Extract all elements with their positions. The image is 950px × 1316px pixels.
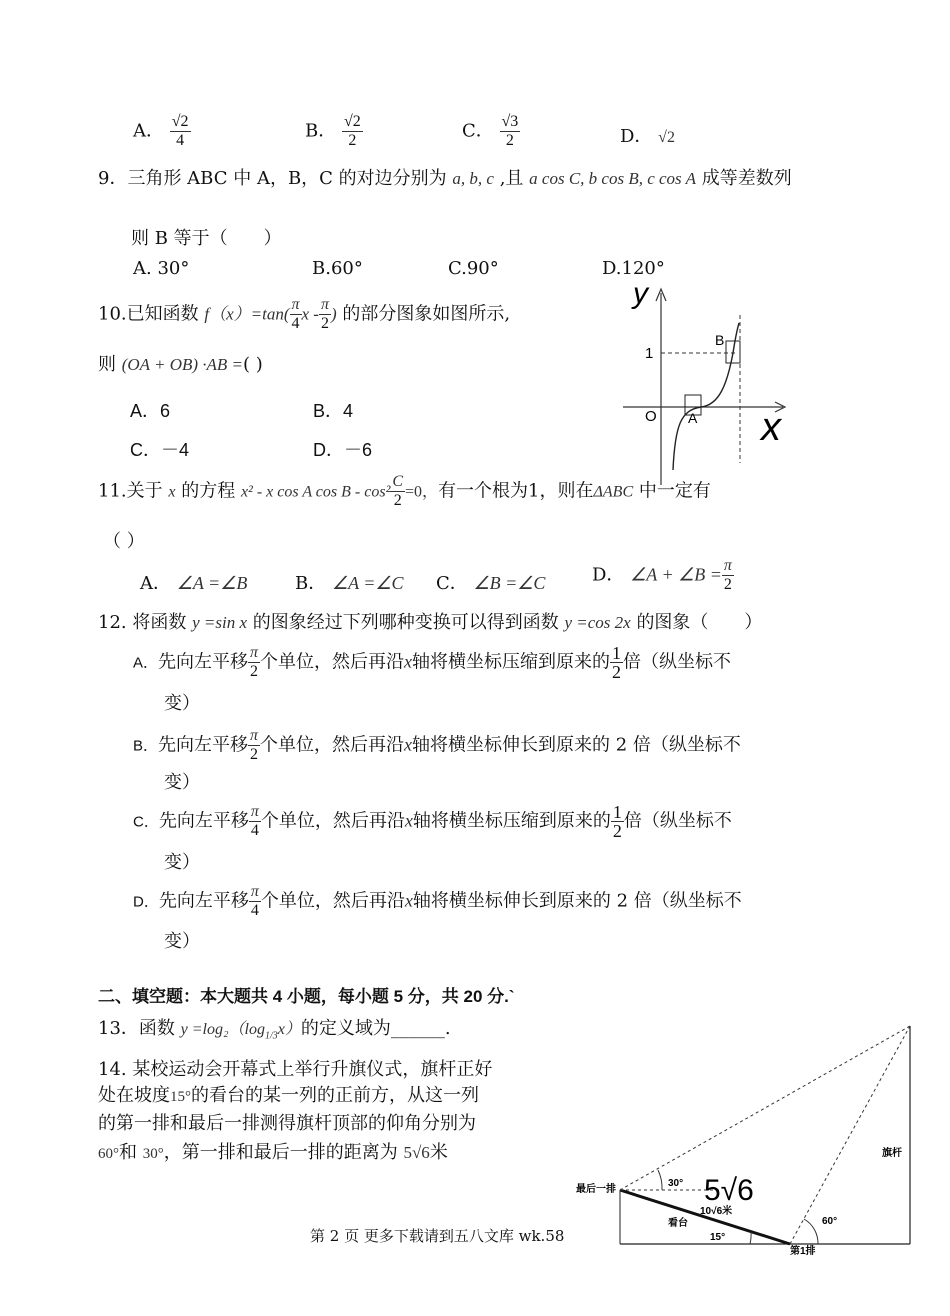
q11-option-d: D． ∠A + ∠B = $\frac{\pi}{2}$ [592, 557, 732, 593]
graph-origin-label: O [645, 408, 657, 425]
graph-point-b: B [715, 332, 725, 348]
q9-option-b: B.60° [312, 258, 363, 279]
fig-flagpole-label: 旗杆 [882, 1148, 902, 1159]
q12-option-c-cont: 变） [164, 852, 200, 873]
graph-tick-one: 1 [645, 345, 654, 362]
q9-stem: 9．三角形 ABC 中 A，B，C 的对边分别为 a, b, c ,且 a cos C, b cos B, c cos A 成等差数列 [98, 168, 792, 189]
q14-flagpole-figure [570, 1018, 920, 1258]
q12c-half: $\frac{1}{2}$ [612, 802, 622, 841]
q12-option-b-cont: 变） [164, 772, 200, 793]
q10-line2: 则 (OA + OB) ·AB =( ) [98, 354, 263, 375]
q12d-frac: $\frac{\pi}{4}$ [250, 883, 259, 919]
fig-angle-30: 30° [668, 1178, 684, 1189]
fig-angle-15: 15° [710, 1232, 726, 1243]
q13-stem: 13．函数 $y =\log_2(\log_{1/3}x)$的定义域为______. [98, 1018, 451, 1042]
q10-option-b: B．4 [313, 401, 354, 421]
q12-option-a: A．先向左平移 $\frac{\pi}{2}$ 个单位，然后再沿x轴将横坐标压缩到原来的 $\frac{1}{2}$ 倍（纵坐标不 [133, 643, 732, 682]
fig-angle-60: 60° [822, 1216, 838, 1227]
q8-option-a: A． $\frac{√2}{4}$ [133, 113, 189, 149]
q12-option-d-cont: 变） [164, 931, 200, 952]
q14-line1: 14. 某校运动会开幕式上举行升旗仪式，旗杆正好 [98, 1059, 493, 1080]
q12-option-d: D．先向左平移 $\frac{\pi}{4}$ 个单位，然后再沿x轴将横坐标伸长到原来的 2 倍（纵坐标不 [133, 883, 742, 919]
fig-stand-label: 看台 [668, 1218, 688, 1229]
q9-option-c: C.90° [448, 258, 499, 279]
q8-option-c-fraction: $\frac{√3}{2}$ [501, 113, 519, 149]
fig-arc-15 [750, 1232, 751, 1244]
q11-option-a: A． ∠A =∠B [140, 573, 248, 594]
fig-last-row-label: 最后一排 [576, 1184, 616, 1195]
graph-tan-curve [673, 323, 739, 470]
graph-x-label: x [761, 405, 781, 449]
q8-option-a-fraction: $\frac{√2}{4}$ [171, 113, 189, 149]
q11-frac-c2: $\frac{C}{2}$ [392, 473, 404, 509]
q10-option-c: C．－4 [130, 440, 190, 460]
page-footer: 第 2 页 更多下载请到五八文库 wk.58 [310, 1227, 565, 1245]
q10-frac-pi2: $\frac{\pi}{2}$ [320, 296, 329, 332]
q14-line4: 60°和 30°，第一排和最后一排的距离为 5√6米 [98, 1142, 448, 1163]
q12-option-c: C．先向左平移 $\frac{\pi}{4}$ 个单位，然后再沿x轴将横坐标压缩到原来的 $\frac{1}{2}$ 倍（纵坐标不 [133, 802, 732, 841]
fig-arc-60 [804, 1219, 818, 1244]
q12-option-a-cont: 变） [164, 693, 200, 714]
q11-option-b: B． ∠A =∠C [295, 573, 404, 594]
q8-option-b: B． $\frac{√2}{2}$ [305, 113, 361, 149]
q8-option-c: C． $\frac{√3}{2}$ [462, 113, 519, 149]
q12b-frac: $\frac{\pi}{2}$ [250, 727, 259, 763]
q12-option-b: B．先向左平移 $\frac{\pi}{2}$ 个单位，然后再沿x轴将横坐标伸长到原来的 2 倍（纵坐标不 [133, 727, 741, 763]
q12c-frac: $\frac{\pi}{4}$ [250, 803, 259, 839]
q8-option-b-fraction: $\frac{√2}{2}$ [343, 113, 361, 149]
q12-stem: 12. 将函数 y =sin x 的图象经过下列哪种变换可以得到函数 y =cos 2x 的图象（ ） [98, 612, 763, 633]
q9-option-d: D.120° [602, 258, 665, 279]
q9-line2: 则 B 等于（ ） [131, 228, 282, 249]
q12a-half: $\frac{1}{2}$ [612, 643, 622, 682]
q14-line3: 的第一排和最后一排测得旗杆顶部的仰角分别为 [98, 1113, 476, 1134]
section2-title: 二、填空题：本大题共 4 小题，每小题 5 分，共 20 分.` [98, 987, 515, 1006]
fig-sight-first [790, 1026, 910, 1244]
q11-stem: 11.关于 x 的方程 x² - x cos A cos B - cos² $\frac{C}{2}$ =0，有一个根为1，则在ΔABC 中一定有 [98, 473, 711, 509]
q10-frac-pi4: $\frac{\pi}{4}$ [291, 296, 300, 332]
fig-arc-30 [658, 1170, 662, 1190]
fig-sight-last [620, 1026, 910, 1190]
q12a-frac: $\frac{\pi}{2}$ [250, 644, 259, 680]
q11-frac-pi2: $\frac{\pi}{2}$ [723, 557, 732, 593]
graph-y-label: y [633, 277, 648, 310]
q14-line2: 处在坡度15°的看台的某一列的正前方，从这一列 [98, 1085, 479, 1106]
fig-first-row-label: 第1排 [790, 1246, 816, 1257]
q11-line2: （ ） [103, 531, 145, 552]
graph-point-a: A [688, 410, 698, 426]
q11-option-c: C． ∠B =∠C [436, 573, 546, 594]
fig-big-distance: 5√6 [704, 1174, 754, 1207]
q9-option-a: A. 30° [133, 258, 190, 279]
q10-option-d: D．－6 [313, 440, 373, 460]
q10-option-a: A．6 [130, 401, 171, 421]
fig-distance-label: 10√6米 [700, 1206, 733, 1217]
q10-tan-graph [615, 275, 805, 490]
q10-stem: 10.已知函数 f（x）=tan( $\frac{\pi}{4}$ x - $\frac{\pi}{2}$ ) 的部分图象如图所示, [98, 296, 511, 332]
q8-option-d: D． √2 [620, 126, 675, 147]
